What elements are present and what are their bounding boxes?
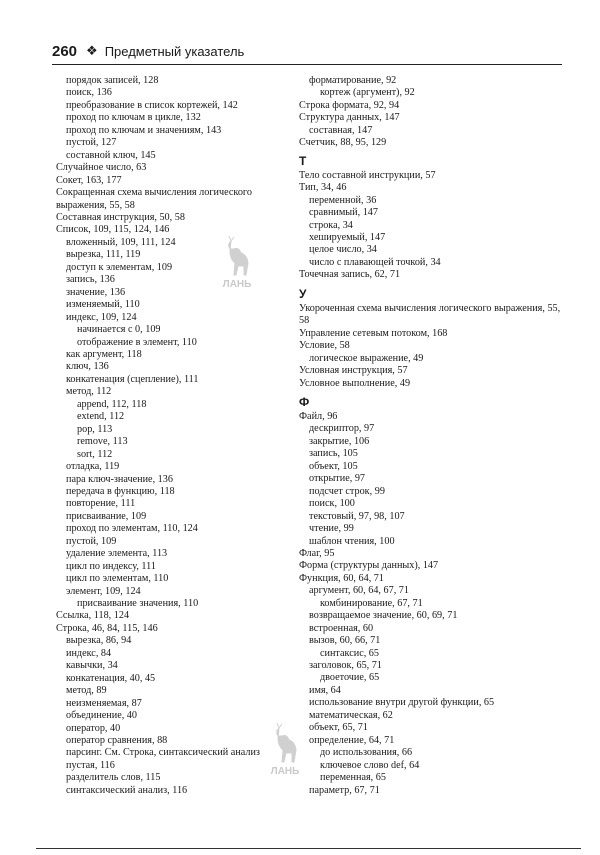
index-subentry: проход по элементам, 110, 124 (66, 523, 198, 535)
index-subentry: цикл по индексу, 111 (66, 560, 156, 572)
index-section-letter: Ф (299, 394, 310, 409)
index-subentry: конкатенация, 40, 45 (66, 672, 156, 684)
index-entry: Структура данных, 147 (299, 112, 400, 124)
index-subentry: синтаксический анализ, 116 (66, 784, 188, 796)
index-subentry: вызов, 60, 66, 71 (309, 635, 381, 647)
index-subentry: sort, 112 (77, 448, 113, 460)
index-subentry: вырезка, 86, 94 (66, 635, 132, 647)
index-subentry: пустой, 127 (66, 137, 117, 149)
index-subentry: комбинирование, 67, 71 (320, 597, 423, 609)
index-entry: Точечная запись, 62, 71 (299, 269, 401, 281)
index-column-left (56, 75, 304, 797)
index-subentry: составная, 147 (309, 124, 373, 136)
index-subentry: встроенная, 60 (309, 622, 374, 634)
index-subentry: конкатенация (сцепление), 111 (66, 373, 199, 385)
index-subentry: имя, 64 (309, 684, 341, 696)
index-subentry: метод, 112 (66, 386, 112, 398)
index-subentry: элемент, 109, 124 (66, 585, 141, 597)
index-section-letter: Т (299, 153, 307, 168)
index-subentry: синтаксис, 65 (320, 647, 379, 659)
index-subentry: remove, 113 (77, 436, 128, 448)
index-subentry: кортеж (аргумент), 92 (320, 87, 415, 99)
deer-logo-icon (265, 722, 305, 766)
index-subentry: чтение, 99 (309, 523, 354, 535)
index-subentry: повторение, 111 (66, 498, 136, 510)
publisher-watermark (265, 722, 305, 784)
footer-rule (36, 848, 581, 849)
index-entry: Сокет, 163, 177 (56, 174, 122, 186)
index-subentry: пустой, 109 (66, 535, 117, 547)
index-subentry: индекс, 84 (66, 647, 112, 659)
index-subentry: объект, 105 (309, 460, 358, 472)
index-subentry: оператор, 40 (66, 722, 121, 734)
index-subentry: форматирование, 92 (309, 75, 397, 86)
index-subentry: поиск, 136 (66, 87, 112, 99)
index-entry: Строка формата, 92, 94 (299, 99, 400, 111)
index-entry: Условная инструкция, 57 (299, 365, 408, 377)
index-entry: Функция, 60, 64, 71 (299, 572, 384, 584)
page-header (52, 40, 562, 62)
index-subentry: ключ, 136 (66, 361, 109, 373)
index-entry: Сокращенная схема вычисления логического выражения, 55, 58 (56, 187, 252, 211)
index-subentry: возвращаемое значение, 60, 69, 71 (309, 610, 458, 622)
index-entry: Тело составной инструкции, 57 (299, 169, 436, 181)
index-subentry: поиск, 100 (309, 498, 355, 510)
index-subentry: неизменяемая, 87 (66, 697, 142, 709)
index-subentry: присваивание, 109 (66, 510, 147, 522)
index-subentry: логическое выражение, 49 (309, 352, 424, 364)
index-subentry: дескриптор, 97 (309, 423, 375, 435)
running-title: Предметный указатель (104, 43, 245, 59)
index-subentry: append, 112, 118 (77, 398, 147, 410)
index-subentry: определение, 64, 71 (309, 734, 395, 746)
index-subentry: объединение, 40 (66, 710, 137, 722)
index-subentry: начинается с 0, 109 (77, 324, 161, 336)
index-subentry: строка, 34 (309, 219, 353, 231)
index-entry: Список, 109, 115, 124, 146 (56, 224, 170, 236)
index-entry: Строка, 46, 84, 115, 146 (56, 622, 158, 634)
index-column-right (299, 75, 561, 797)
index-subentry: доступ к элементам, 109 (66, 261, 173, 273)
index-entry: Файл, 96 (299, 410, 338, 422)
index-subentry: значение, 136 (66, 286, 126, 298)
index-subentry: математическая, 62 (309, 709, 393, 721)
index-subentry: удаление элемента, 113 (66, 548, 168, 560)
index-subentry: порядок записей, 128 (66, 75, 159, 86)
index-subentry: разделитель слов, 115 (66, 772, 161, 784)
index-subentry: цикл по элементам, 110 (66, 573, 169, 585)
index-entry: Управление сетевым потоком, 168 (299, 327, 448, 339)
index-subentry: объект, 65, 71 (309, 722, 368, 734)
index-subentry: отображение в элемент, 110 (77, 336, 197, 348)
index-subentry: открытие, 97 (309, 473, 366, 485)
index-entry: Тип, 34, 46 (299, 182, 347, 194)
index-subentry: параметр, 67, 71 (309, 784, 380, 796)
watermark-text: ЛАНЬ (222, 279, 252, 290)
index-subentry: метод, 89 (66, 685, 107, 697)
index-subentry: закрытие, 106 (309, 435, 370, 447)
index-subentry: парсинг. См. Строка, синтаксический анализ (66, 747, 260, 759)
index-subentry: передача в функцию, 118 (66, 485, 175, 497)
index-subentry: пустая, 116 (66, 759, 115, 771)
watermark-text: ЛАНЬ (270, 766, 300, 777)
index-subentry: двоеточие, 65 (320, 672, 380, 684)
index-subentry: проход по ключам и значениям, 143 (66, 124, 222, 136)
index-subentry: преобразование в список кортежей, 142 (66, 99, 238, 111)
index-entry: Флаг, 95 (299, 547, 335, 559)
index-subentry: сравнимый, 147 (309, 207, 378, 219)
index-subentry: запись, 136 (66, 274, 115, 286)
index-entry: Условие, 58 (299, 340, 350, 352)
index-subentry: заголовок, 65, 71 (309, 660, 382, 672)
publisher-watermark (217, 235, 257, 297)
index-subentry: переменной, 36 (309, 194, 377, 206)
index-subentry: вложенный, 109, 111, 124 (66, 236, 176, 248)
index-subentry: extend, 112 (77, 411, 125, 423)
diamond-separator-icon: ❖ (86, 43, 98, 58)
index-subentry: оператор сравнения, 88 (66, 735, 168, 747)
index-subentry: вырезка, 111, 119 (66, 249, 141, 261)
index-subentry: число с плавающей точкой, 34 (309, 256, 441, 268)
index-entry: Форма (структуры данных), 147 (299, 560, 439, 572)
index-subentry: запись, 105 (309, 448, 358, 460)
index-subentry: целое число, 34 (309, 244, 377, 256)
index-subentry: переменная, 65 (320, 772, 386, 784)
index-entry: Случайное число, 63 (56, 162, 147, 174)
index-subentry: проход по ключам в цикле, 132 (66, 112, 201, 124)
index-entry: Составная инструкция, 50, 58 (56, 211, 185, 223)
index-entry: Счетчик, 88, 95, 129 (299, 137, 387, 149)
index-subentry: ключевое слово def, 64 (320, 759, 420, 771)
index-subentry: индекс, 109, 124 (66, 311, 137, 323)
index-subentry: составной ключ, 145 (66, 149, 156, 161)
index-subentry: pop, 113 (77, 423, 113, 435)
index-entry: Укороченная схема вычисления логического выражения, 55, 58 (299, 302, 561, 327)
index-subentry: подсчет строк, 99 (309, 485, 385, 497)
index-subentry: хешируемый, 147 (309, 231, 386, 243)
index-entry: Условное выполнение, 49 (299, 377, 411, 389)
page-number: 260 (52, 42, 78, 60)
index-subentry: использование внутри другой функции, 65 (309, 697, 495, 709)
index-subentry: присваивание значения, 110 (77, 598, 199, 610)
index-entry: Ссылка, 118, 124 (56, 610, 130, 622)
index-subentry: как аргумент, 118 (66, 348, 142, 360)
index-subentry: текстовый, 97, 98, 107 (309, 510, 405, 522)
index-subentry: до использования, 66 (320, 747, 413, 759)
index-subentry: шаблон чтения, 100 (309, 535, 395, 547)
deer-logo-icon (217, 235, 257, 279)
index-subentry: кавычки, 34 (66, 660, 118, 672)
header-rule (52, 64, 562, 65)
index-section-letter: У (299, 286, 307, 301)
index-subentry: пара ключ-значение, 136 (66, 473, 173, 485)
index-subentry: аргумент, 60, 64, 67, 71 (309, 585, 409, 597)
index-subentry: изменяемый, 110 (66, 299, 140, 311)
index-subentry: отладка, 119 (66, 461, 120, 473)
